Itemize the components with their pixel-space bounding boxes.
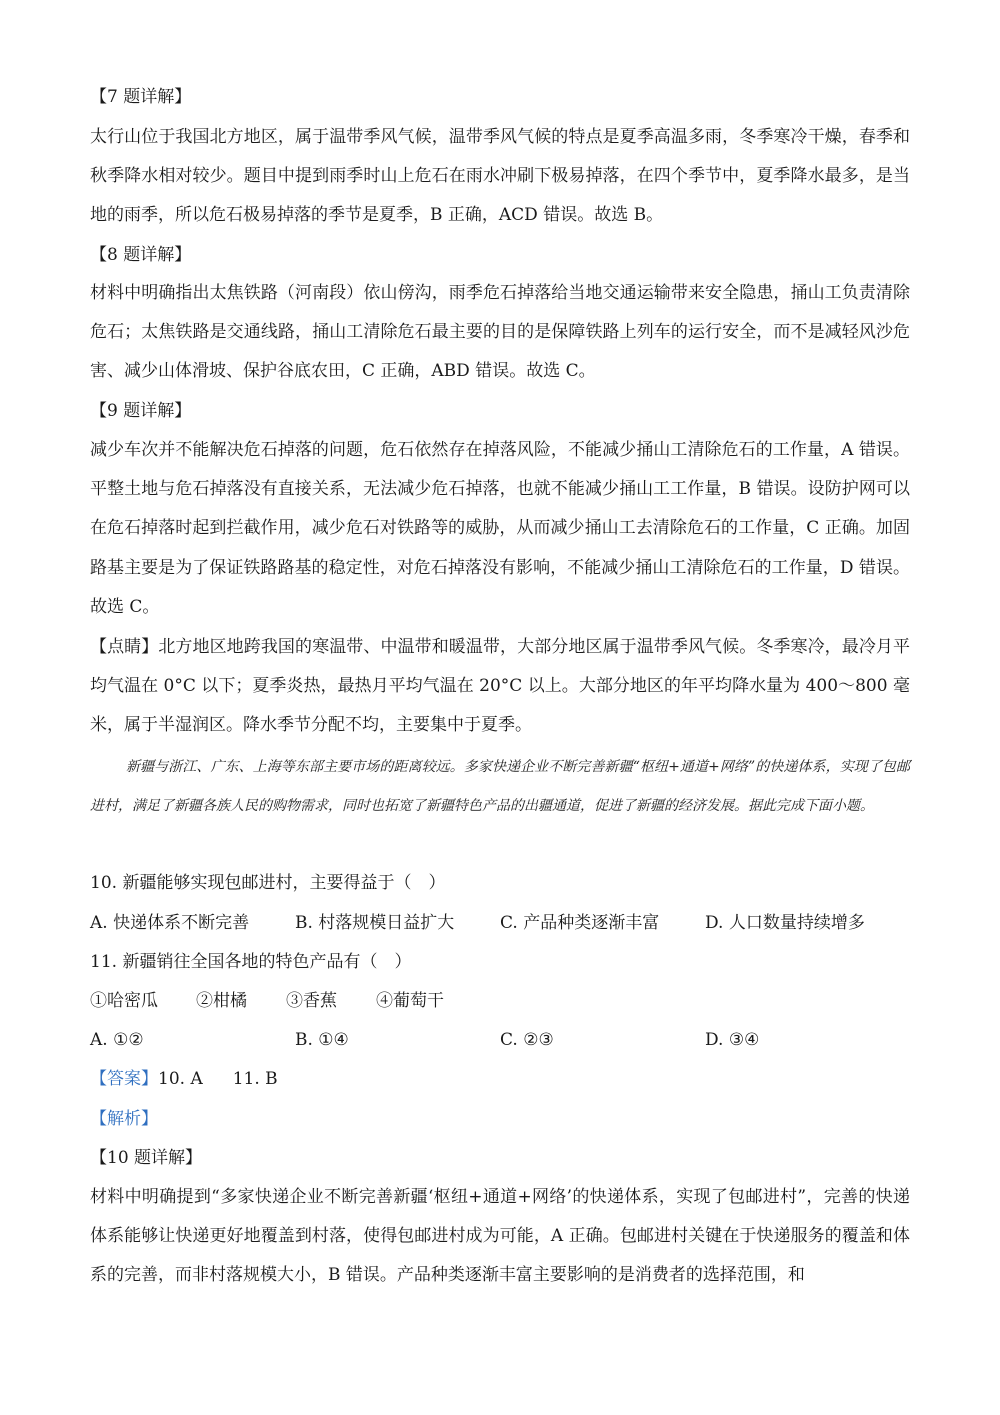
q11-item-2: ②柑橘 [196, 991, 247, 1011]
analysis-label: 【解析】 [90, 1109, 158, 1129]
q10-detail-heading: 【10 题详解】 [90, 1148, 203, 1168]
q11-option-b: B. ①④ [295, 1030, 349, 1050]
q11-item-1: ①哈密瓜 [90, 991, 158, 1011]
answer-row [90, 1068, 278, 1090]
q8-body: 材料中明确指出太焦铁路（河南段）依山傍沟，雨季危石掉落给当地交通运输带来安全隐患，捅山工负责清除危石；太焦铁路是交通线路，捅山工清除危石最主要的目的是保障铁路上列车的运行安全，而不是减轻风沙危害、减少山体滑坡、保护谷底农田，C 正确，ABD 错误。故选 C。 [90, 283, 910, 382]
q8-heading: 【8 题详解】 [90, 245, 192, 265]
q11-item-4: ④葡萄干 [376, 991, 444, 1011]
answer-10: 10. A [158, 1069, 203, 1089]
material-passage: 新疆与浙江、广东、上海等东部主要市场的距离较远。多家快递企业不断完善新疆“枢纽+通道+网络”的快递体系，实现了包邮进村，满足了新疆各族人民的购物需求，同时也拓宽了新疆特色产品的出疆通道，促进了新疆的经济发展。据此完成下面小题。 [90, 759, 910, 814]
answer-label: 【答案】 [90, 1069, 158, 1089]
q9-body: 减少车次并不能解决危石掉落的问题，危石依然存在掉落风险，不能减少捅山工清除危石的工作量，A 错误。平整土地与危石掉落没有直接关系，无法减少危石掉落，也就不能减少捅山工工作量，B 错误。设防护网可以在危石掉落时起到拦截作用，减少危石对铁路等的威胁，从而减少捅山工去清除危石的工作量，C 正确。加固路基主要是为了保证铁路路基的稳定性，对危石掉落没有影响，不能减少捅山工清除危石的工作量，D 错误。故选 C。 [90, 440, 910, 617]
q7-body: 太行山位于我国北方地区，属于温带季风气候，温带季风气候的特点是夏季高温多雨，冬季寒冷干燥，春季和秋季降水相对较少。题目中提到雨季时山上危石在雨水冲刷下极易掉落，在四个季节中，夏季降水最多，是当地的雨季，所以危石极易掉落的季节是夏季，B 正确，ACD 错误。故选 B。 [90, 127, 910, 226]
q10-option-a: A. 快递体系不断完善 [90, 913, 250, 933]
q10-detail-body: 材料中明确提到“多家快递企业不断完善新疆‘枢纽+通道+网络’的快递体系，实现了包邮进村”，完善的快递体系能够让快递更好地覆盖到村落，使得包邮进村成为可能，A 正确。包邮进村关键在于快递服务的覆盖和体系的完善，而非村落规模大小，B 错误。产品种类逐渐丰富主要影响的是消费者的选择范围，和 [90, 1187, 910, 1286]
q11-option-d: D. ③④ [705, 1030, 760, 1050]
q11-item-3: ③香蕉 [286, 991, 337, 1011]
answer-11: 11. B [232, 1069, 278, 1089]
q10-stem: 10. 新疆能够实现包邮进村，主要得益于（ ） [90, 873, 446, 893]
q7-heading: 【7 题详解】 [90, 87, 192, 107]
q10-option-b: B. 村落规模日益扩大 [295, 913, 455, 933]
dianjing-paragraph: 【点睛】北方地区地跨我国的寒温带、中温带和暖温带，大部分地区属于温带季风气候。冬季寒冷，最冷月平均气温在 0°C 以下；夏季炎热，最热月平均气温在 20°C 以上。大部分地区的年平均降水量为 400～800 毫米，属于半湿润区。降水季节分配不均，主要集中于夏季。 [90, 637, 910, 736]
q10-option-d: D. 人口数量持续增多 [705, 913, 865, 933]
q11-option-c: C. ②③ [500, 1030, 554, 1050]
q9-heading: 【9 题详解】 [90, 401, 192, 421]
q11-option-a: A. ①② [90, 1030, 144, 1050]
q11-stem: 11. 新疆销往全国各地的特色产品有（ ） [90, 952, 412, 972]
q10-option-c: C. 产品种类逐渐丰富 [500, 913, 660, 933]
